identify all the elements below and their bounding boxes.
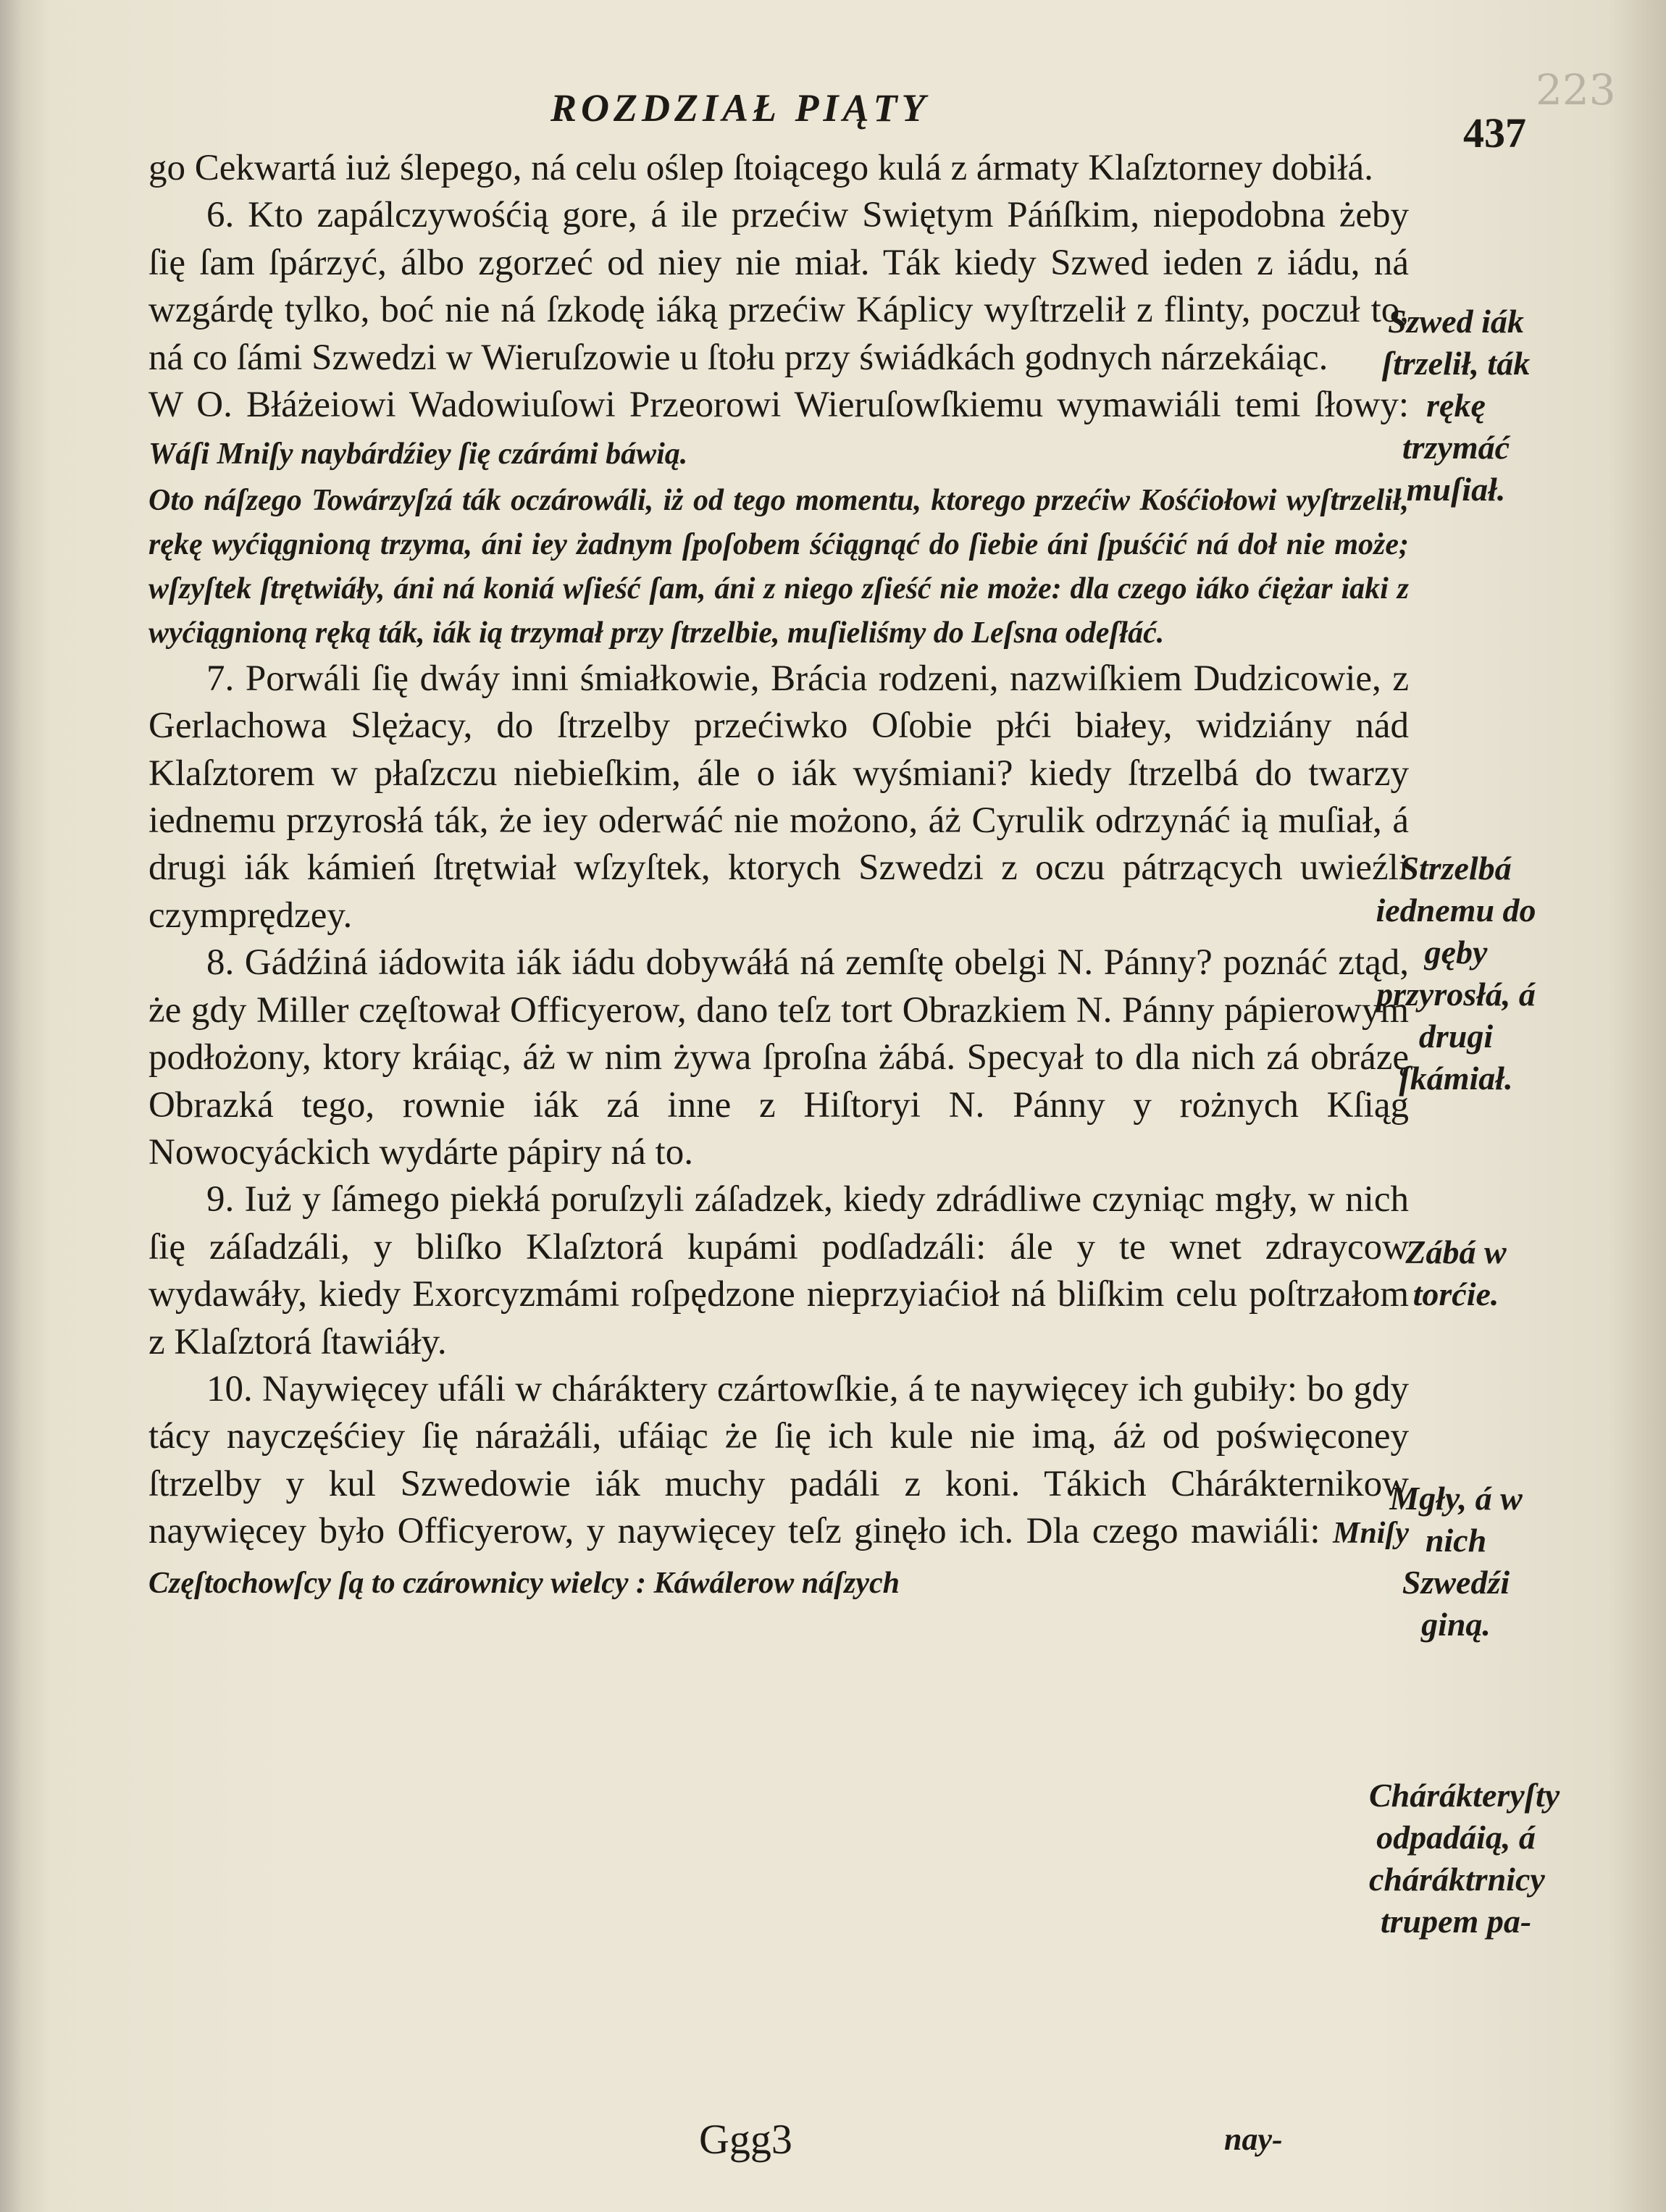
paragraph-10-text: 10. Naywięcey ufáli w cháráktery czártowſkie, á te naywięcey ich gubiły: bo gdy tácy nayczęśćiey ſię nárażáli, ufáiąc że ſię ich kule nie imą, áż od poświęconey ſtrzelby y kul Szwedowie iák muchy padáli z koni. Tákich Chárákternikow naywięcey było Officyerow, y naywięcey teſz ginęło ich. Dla czego mawiáli: [148,1368,1409,1552]
paragraph-6-continued [148,382,1409,479]
paragraph-7: 7. Porwáli ſię dwáy inni śmiałkowie, Brácia rodzeni, nazwiſkiem Dudzicowie, z Gerlachowa Slężacy, do ſtrzelby przećiwko Oſobie płći białey, widziány nád Klaſztorem w płaſzczu niebieſkim, ále o iák wyśmiani? kiedy ſtrzelbá do twarzy iednemu przyrosłá ták, że iey oderwáć nie możono, áż Cyrulik odrzynáć ią muſiał, á drugi iák kámień ſtrętwiał wſzyſtek, ktorych Szwedzi z oczu pátrzących uwieźli czymprędzey. [148,658,1409,936]
margin-note-strzelba: Strzelbá iednemu do gęby przyrosłá, á drugi ſkámiał. [1376,850,1536,1097]
page-number: 437 [1463,109,1526,156]
paragraph-6-lead: W O. Błáżeiowi Wadowiuſowi Przeorowi Wieruſowſkiemu wymawiáli temi ſłowy: [148,385,1409,426]
italic-quotation: Oto náſzego Towárzyſzá ták oczárowáli, iż od tego momentu, ktorego przećiw Kośćiołowi wyſtrzelił, rękę wyćiągnioną trzyma, áni iey żadnym ſpoſobem śćiągnąć do ſiebie áni ſpuśćić ná doł nie może; wſzyſtek ſtrętwiáły, áni ná koniá wſieść ſam, áni z niego zſieść nie może: dla czego iáko ćiężar iaki z wyćiągnioną ręką ták, iák ią trzymał przy ſtrzelbie, muſieliśmy do Leſsna odeſłáć. [148,483,1409,650]
main-text [148,145,1409,1607]
paragraph-6: 6. Kto zapálczywośćią gore, á ile przećiw Swiętym Páńſkim, niepodobna żeby ſię ſam ſpárzyć, álbo zgorzeć od niey nie miał. Ták kiedy Szwed ieden z iádu, ná wzgárdę tylko, boć nie ná ſzkodę iáką przećiw Káplicy wyſtrzelił z flinty, poczuł to, ná co ſámi Szwedzi w Wieruſzowie u ſtołu przy świádkách godnych nárzekáiąc. [148,195,1409,378]
catchword: nay- [1224,2121,1283,2157]
margin-note-zaba: Zábá w torćie. [1405,1233,1507,1312]
paragraph-continuation: go Cekwartá iuż ślepego, ná celu oślep ſtoiącego kulá z ármaty Klaſztorney dobiłá. [148,148,1373,188]
pencil-folio-mark: 223 [1536,65,1616,114]
paragraph-10 [148,1366,1409,1607]
paragraph-6-quote-opening: Wáſi Mniſy naybárdźiey ſię czárámi báwią. [148,437,688,472]
running-header: ROZDZIAŁ PIĄTY [551,86,930,130]
margin-note-charakterysty: Chárákteryſty odpadáią, á cháráktrnicy trupem pa- [1369,1777,1560,1940]
margin-note-mgly: Mgły, á w nich Szwedźi giną. [1389,1480,1523,1643]
paragraph-8: 8. Gádźiná iádowita iák iádu dobywáłá ná zemſtę obelgi N. Pánny? poznáć ztąd, że gdy Miller częſtował Officyerow, dano teſz tort Obrazkiem N. Pánny pápierowym podłożony, ktory kráiąc, áż w nim żywa ſproſna żábá. Specyał to dla nich zá obrázę Obrazká tego, rownie iák zá inne z Hiſtoryi N. Pánny y rożnych Kſiąg Nowocyáckich wydárte pápiry ná to. [148,942,1409,1173]
paragraph-10-quote: Mniſy Częſtochowſcy ſą to czárownicy wielcy : Káwálerow náſzych [148,1517,1410,1600]
margin-note-szwed: Szwed iák ſtrzelił, ták rękę trzymáć muſiał. [1381,303,1531,508]
signature-mark: Ggg3 [699,2116,792,2163]
paragraph-9: 9. Iuż y ſámego piekłá poruſzyli záſadzek, kiedy zdrádliwe czyniąc mgły, w nich ſię záſadzáli, y bliſko Klaſztorá kupámi podſadzáli: ále y te wnet zdraycow wydawáły, kiedy Exorcyzmámi roſpędzone nieprzyiaćioł ná bliſkim celu poſtrzałom z Klaſztorá ſtawiáły. [148,1179,1409,1362]
